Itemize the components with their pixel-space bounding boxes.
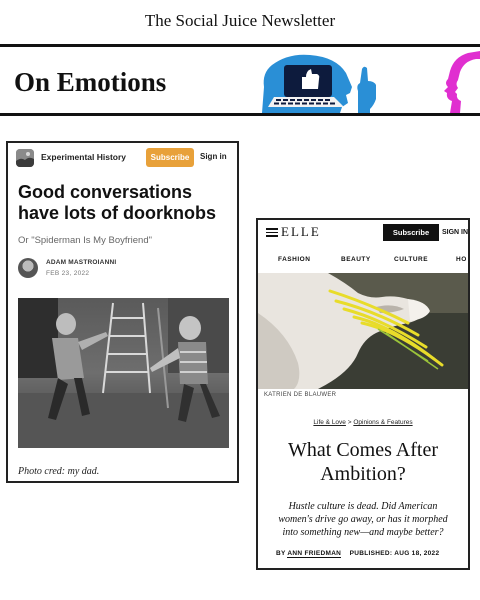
article-photo bbox=[18, 298, 229, 448]
author-avatar[interactable] bbox=[18, 258, 38, 278]
photo-credit: KATRIEN DE BLAUWER bbox=[264, 392, 337, 398]
breadcrumb-life-love[interactable]: Life & Love bbox=[313, 419, 346, 426]
by-label: BY bbox=[276, 550, 286, 557]
elle-logo[interactable]: ELLE bbox=[281, 224, 321, 239]
sign-in-link[interactable]: Sign in bbox=[200, 152, 227, 161]
elle-dek: Hustle culture is dead. Did American women's drive go away, or has it morphed into something new—and maybe better? bbox=[278, 501, 448, 538]
substack-top-bar bbox=[8, 143, 237, 173]
elle-hero-image bbox=[258, 273, 470, 389]
elle-nav bbox=[258, 256, 470, 270]
elle-article-card bbox=[256, 218, 470, 570]
banner-illustration-icon bbox=[250, 47, 480, 113]
publication-name[interactable]: Experimental History bbox=[41, 152, 127, 162]
elle-subscribe-button[interactable]: Subscribe bbox=[383, 224, 439, 241]
breadcrumb-separator: > bbox=[347, 419, 352, 426]
newsletter-title: The Social Juice Newsletter bbox=[144, 11, 336, 30]
published-date: PUBLISHED: AUG 18, 2022 bbox=[349, 550, 440, 557]
nav-item-fashion[interactable]: FASHION bbox=[278, 256, 311, 263]
article-date: FEB 23, 2022 bbox=[46, 270, 90, 277]
nav-item-beauty[interactable]: BEAUTY bbox=[341, 256, 371, 263]
substack-article-card bbox=[6, 141, 239, 483]
publication-logo-icon[interactable] bbox=[16, 149, 34, 167]
nav-item-home[interactable]: HO bbox=[456, 256, 467, 263]
author-name[interactable]: ADAM MASTROIANNI bbox=[46, 259, 117, 266]
elle-sign-in-link[interactable]: SIGN IN bbox=[442, 229, 469, 236]
section-title: On Emotions bbox=[14, 67, 167, 97]
subscribe-button[interactable]: Subscribe bbox=[146, 148, 194, 167]
hamburger-icon[interactable] bbox=[266, 228, 278, 237]
photo-caption: Photo cred: my dad. bbox=[18, 466, 100, 477]
section-banner bbox=[0, 44, 480, 116]
author-link[interactable]: ANN FRIEDMAN bbox=[287, 550, 342, 557]
breadcrumb bbox=[258, 419, 468, 426]
nav-item-culture[interactable]: CULTURE bbox=[394, 256, 429, 263]
breadcrumb-opinions[interactable]: Opinions & Features bbox=[353, 419, 413, 426]
elle-headline: What Comes After Ambition? bbox=[288, 439, 438, 485]
article-subtitle: Or "Spiderman Is My Boyfriend" bbox=[18, 235, 152, 246]
article-headline: Good conversations have lots of doorknobs bbox=[18, 182, 217, 223]
elle-byline bbox=[276, 550, 439, 557]
